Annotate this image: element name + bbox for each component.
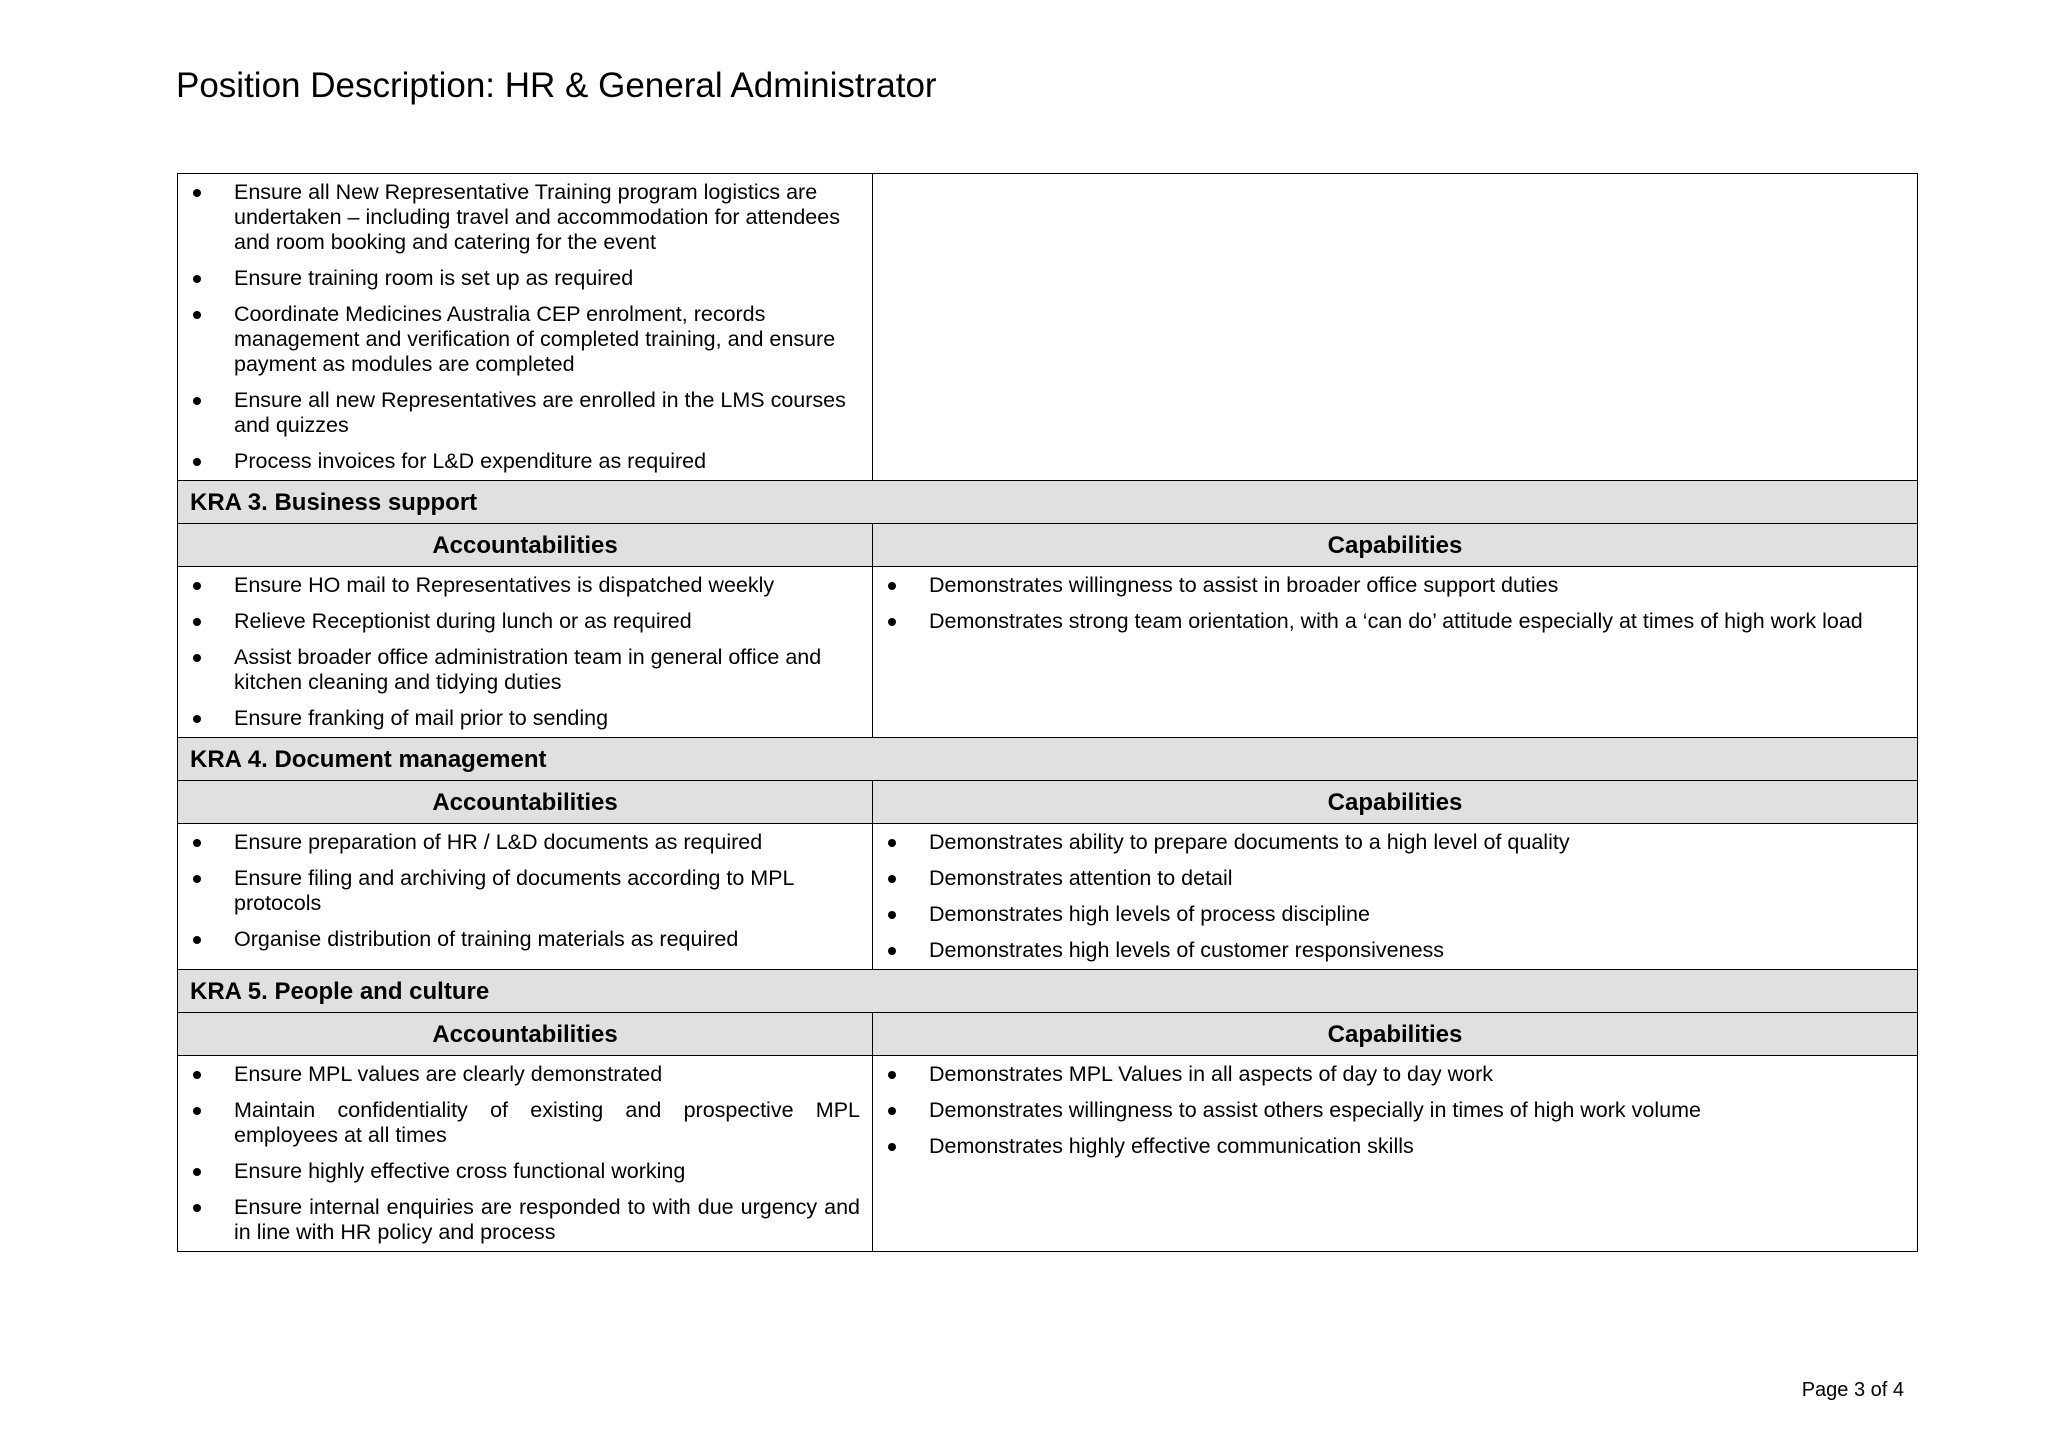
- list-item: Maintain confidentiality of existing and prospective MPL employees at all times: [178, 1098, 860, 1148]
- list-item: Demonstrates strong team orientation, with a ‘can do’ attitude especially at times of high work load: [873, 609, 1905, 634]
- list-item: Organise distribution of training materials as required: [178, 927, 860, 952]
- list-item: Ensure all new Representatives are enrolled in the LMS courses and quizzes: [178, 388, 860, 438]
- capabilities-list: [873, 567, 1917, 640]
- continuation-accountabilities-cell: [178, 174, 873, 481]
- kra-table: [177, 173, 1918, 1252]
- list-item: Ensure HO mail to Representatives is dispatched weekly: [178, 573, 860, 598]
- accountabilities-header: Accountabilities: [178, 781, 873, 824]
- capabilities-cell: [873, 567, 1918, 738]
- list-item: Process invoices for L&D expenditure as required: [178, 449, 860, 474]
- list-item: Demonstrates attention to detail: [873, 866, 1905, 891]
- column-header-row: [178, 1013, 1918, 1056]
- list-item: Demonstrates high levels of customer responsiveness: [873, 938, 1905, 963]
- list-item: Coordinate Medicines Australia CEP enrolment, records management and verification of completed training, and ensure payment as modules are completed: [178, 302, 860, 377]
- capabilities-list: [873, 824, 1917, 969]
- kra-content-row: [178, 567, 1918, 738]
- list-item: Ensure internal enquiries are responded to with due urgency and in line with HR policy and process: [178, 1195, 860, 1245]
- list-item: Demonstrates willingness to assist others especially in times of high work volume: [873, 1098, 1905, 1123]
- list-item: Ensure filing and archiving of documents according to MPL protocols: [178, 866, 860, 916]
- accountabilities-header: Accountabilities: [178, 1013, 873, 1056]
- list-item: Demonstrates high levels of process discipline: [873, 902, 1905, 927]
- continuation-row: [178, 174, 1918, 481]
- list-item: Ensure all New Representative Training program logistics are undertaken – including travel and accommodation for attendees and room booking and catering for the event: [178, 180, 860, 255]
- accountabilities-list: [178, 1056, 872, 1251]
- capabilities-list: [873, 1056, 1917, 1165]
- list-item: Ensure preparation of HR / L&D documents as required: [178, 830, 860, 855]
- kra-heading: KRA 5. People and culture: [178, 970, 1918, 1013]
- capabilities-header: Capabilities: [873, 781, 1918, 824]
- accountabilities-cell: [178, 567, 873, 738]
- list-item: Ensure MPL values are clearly demonstrated: [178, 1062, 860, 1087]
- accountabilities-header: Accountabilities: [178, 524, 873, 567]
- accountabilities-cell: [178, 1056, 873, 1252]
- continuation-capabilities-cell: [873, 174, 1918, 481]
- list-item: Ensure training room is set up as required: [178, 266, 860, 291]
- accountabilities-list: [178, 824, 872, 958]
- kra-heading: KRA 3. Business support: [178, 481, 1918, 524]
- accountabilities-list: [178, 567, 872, 737]
- kra-content-row: [178, 824, 1918, 970]
- kra-heading-row: [178, 738, 1918, 781]
- list-item: Demonstrates ability to prepare documents to a high level of quality: [873, 830, 1905, 855]
- capabilities-header: Capabilities: [873, 524, 1918, 567]
- capabilities-cell: [873, 1056, 1918, 1252]
- capabilities-cell: [873, 824, 1918, 970]
- kra-heading: KRA 4. Document management: [178, 738, 1918, 781]
- page-title: Position Description: HR & General Administrator: [176, 66, 937, 105]
- list-item: Ensure highly effective cross functional working: [178, 1159, 860, 1184]
- continuation-accountabilities-list: [178, 174, 872, 480]
- kra-heading-row: [178, 481, 1918, 524]
- kra-content-row: [178, 1056, 1918, 1252]
- column-header-row: [178, 524, 1918, 567]
- list-item: Assist broader office administration team in general office and kitchen cleaning and tidying duties: [178, 645, 860, 695]
- capabilities-header: Capabilities: [873, 1013, 1918, 1056]
- list-item: Demonstrates highly effective communication skills: [873, 1134, 1905, 1159]
- list-item: Demonstrates MPL Values in all aspects of day to day work: [873, 1062, 1905, 1087]
- page-number: Page 3 of 4: [1801, 1379, 1904, 1401]
- list-item: Ensure franking of mail prior to sending: [178, 706, 860, 731]
- list-item: Demonstrates willingness to assist in broader office support duties: [873, 573, 1905, 598]
- column-header-row: [178, 781, 1918, 824]
- accountabilities-cell: [178, 824, 873, 970]
- kra-heading-row: [178, 970, 1918, 1013]
- list-item: Relieve Receptionist during lunch or as required: [178, 609, 860, 634]
